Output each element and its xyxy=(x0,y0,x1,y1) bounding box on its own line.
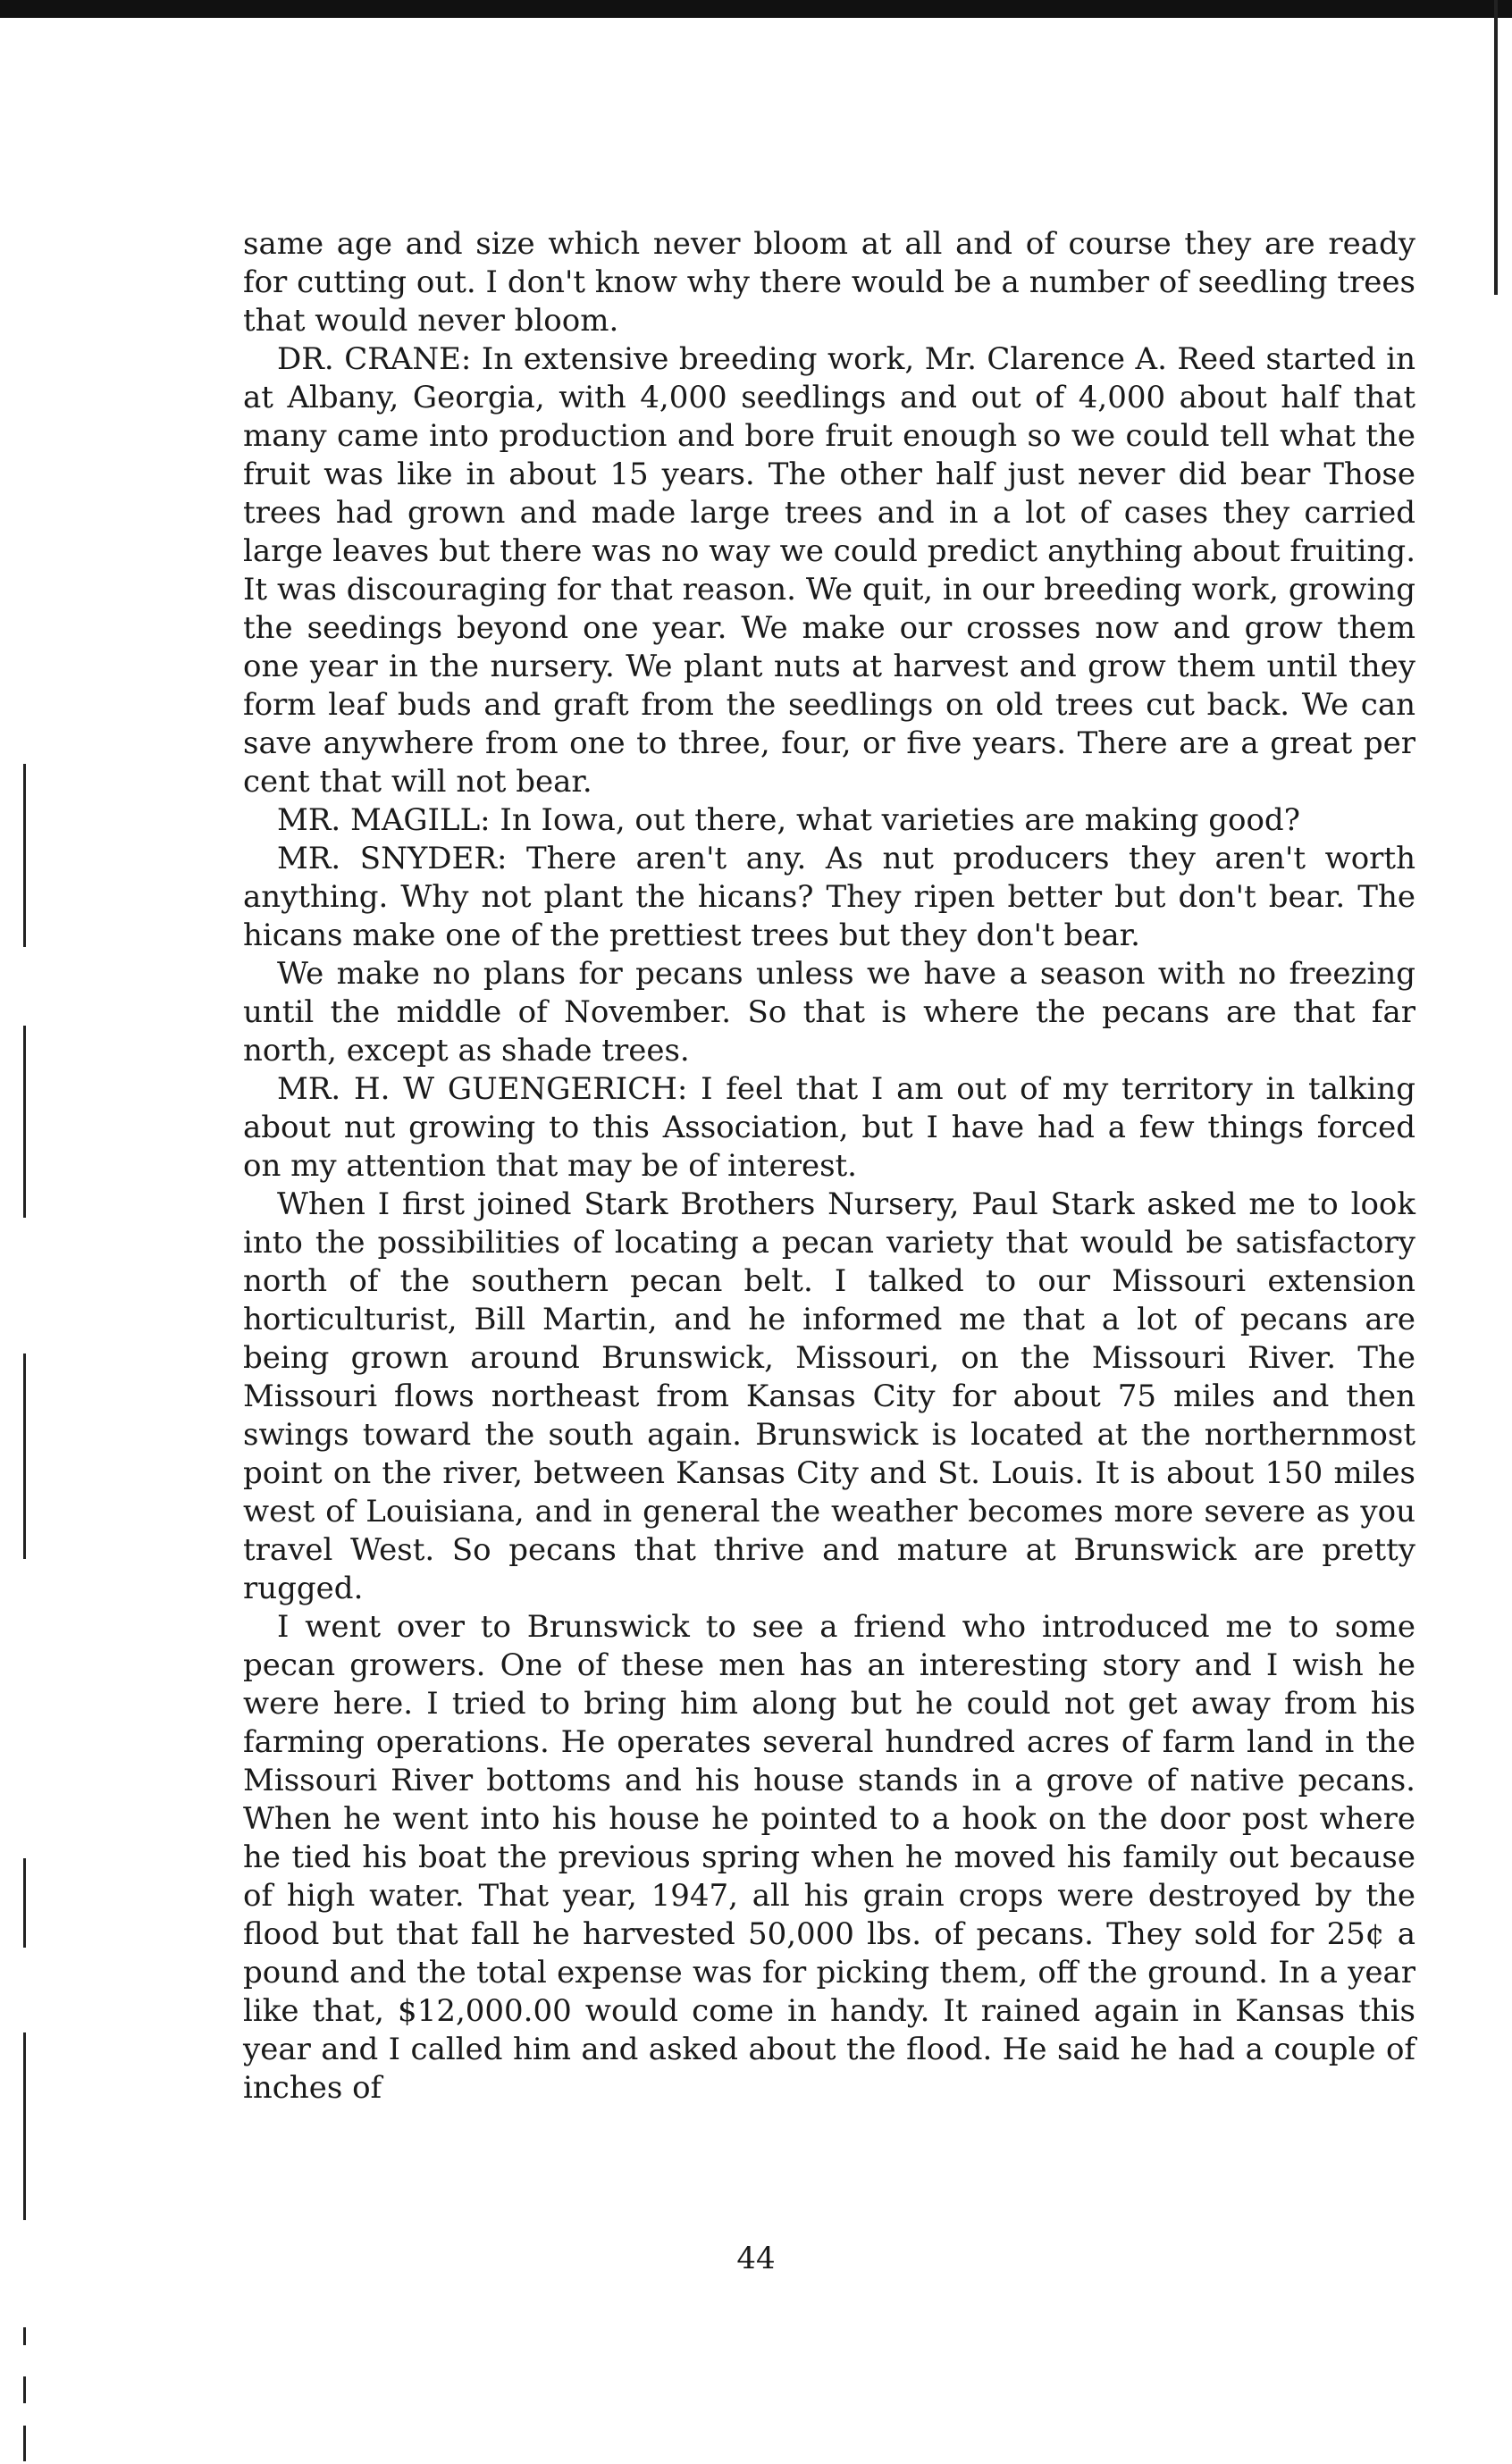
scan-right-edge xyxy=(1494,0,1498,295)
page-number: 44 xyxy=(736,2241,776,2276)
margin-mark xyxy=(23,764,26,947)
paragraph-continuation: same age and size which never bloom at all and of course they are ready for cutting out. I don't know why there would be a number of seedling trees that would never bloom. xyxy=(243,226,1415,339)
margin-mark xyxy=(23,2032,26,2220)
page-body xyxy=(243,225,1415,2108)
paragraph-stark-brothers: When I first joined Stark Brothers Nursery, Paul Stark asked me to look into the possibilities of locating a pecan variety that would be satisfactory north of the southern pecan belt. I talked to our Missouri extension horticulturist, Bill Martin, and he informed me that a lot of pecans are being grown around Brunswick, Missouri, on the Missouri River. The Missouri flows northeast from Kansas City for about 75 miles and then swings toward the south again. Brunswick is located at the northernmost point on the river, between Kansas City and St. Louis. It is about 150 miles west of Louisiana, and in general the weather becomes more severe as you travel West. So pecans that thrive and mature at Brunswick are pretty rugged. xyxy=(243,1186,1415,1606)
margin-mark xyxy=(23,2376,26,2403)
margin-mark xyxy=(23,2327,26,2345)
margin-mark xyxy=(23,2426,26,2461)
margin-mark xyxy=(23,1858,26,1948)
margin-mark xyxy=(23,1026,26,1218)
paragraph-brunswick-visit: I went over to Brunswick to see a friend who introduced me to some pecan growers. One of these men has an interesting story and I wish he were here. I tried to bring him along but he could not get away from his farming operations. He operates several hundred acres of farm land in the Missouri River bottoms and his house stands in a grove of native pecans. When he went into his house he pointed to a hook on the door post where he tied his boat the previous spring when he moved his family out because of high water. That year, 1947, all his grain crops were destroyed by the flood but that fall he harvested 50,000 lbs. of pecans. They sold for 25¢ a pound and the total expense was for picking them, off the ground. In a year like that, $12,000.00 would come in handy. It rained again in Kansas this year and I called him and asked about the flood. He said he had a couple of inches of xyxy=(243,1609,1415,2106)
scan-top-edge xyxy=(0,0,1512,18)
paragraph-mr-snyder: MR. SNYDER: There aren't any. As nut producers they aren't worth anything. Why not plant the hicans? They ripen better but don't bear. The hicans make one of the prettiest trees but they don't bear. xyxy=(243,841,1415,953)
paragraph-pecan-plans: We make no plans for pecans unless we have a season with no freezing until the middle of November. So that is where the pecans are that far north, except as shade trees. xyxy=(243,956,1415,1069)
margin-mark xyxy=(23,1354,26,1559)
paragraph-dr-crane: DR. CRANE: In extensive breeding work, Mr. Clarence A. Reed started in at Albany, Georgia, with 4,000 seedlings and out of 4,000 about half that many came into production and bore fruit enough so we could tell what the fruit was like in about 15 years. The other half just never did bear Those trees had grown and made large trees and in a lot of cases they carried large leaves but there was no way we could predict anything about fruiting. It was discouraging for that reason. We quit, in our breeding work, growing the seedings beyond one year. We make our crosses now and grow them one year in the nursery. We plant nuts at harvest and grow them until they form leaf buds and graft from the seedlings on old trees cut back. We can save anywhere from one to three, four, or five years. There are a great per cent that will not bear. xyxy=(243,341,1415,800)
paragraph-mr-magill: MR. MAGILL: In Iowa, out there, what varieties are making good? xyxy=(277,802,1300,838)
paragraph-mr-guengerich: MR. H. W GUENGERICH: I feel that I am out of my territory in talking about nut growing to this Association, but I have had a few things forced on my attention that may be of interest. xyxy=(243,1071,1415,1184)
